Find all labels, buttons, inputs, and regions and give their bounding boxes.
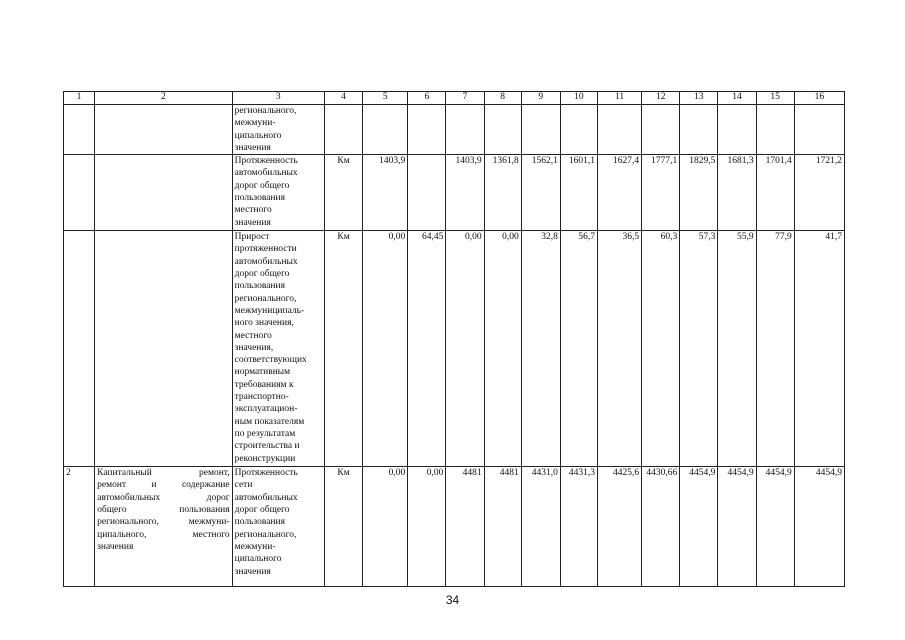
value-cell: 4425,6	[597, 467, 641, 587]
indicator-name-cell	[232, 231, 324, 467]
event-name-cell	[95, 467, 233, 587]
value-cell	[408, 105, 446, 155]
event-name-line: регионального, межмуни-	[97, 517, 230, 528]
event-name-cell	[95, 155, 233, 231]
indicator-name-line: ного значения,	[234, 318, 294, 329]
value-cell: 57,3	[680, 231, 718, 467]
indicator-name-line: местного	[234, 205, 272, 216]
event-name-cell	[95, 231, 233, 467]
indicator-name-line: автомобильных	[234, 492, 298, 503]
indicator-name-line: строительства и	[234, 441, 300, 452]
unit-cell: Км	[324, 467, 362, 587]
indicator-name-line: значения	[234, 566, 271, 577]
value-cell	[408, 155, 446, 231]
column-number-header: 12	[642, 92, 680, 105]
indicator-name-line: ным показателям	[234, 416, 305, 427]
table-row	[64, 467, 845, 587]
column-number-header: 7	[446, 92, 484, 105]
value-cell	[597, 105, 641, 155]
row-number-cell: 2	[64, 467, 95, 587]
value-cell: 0,00	[484, 231, 521, 467]
indicator-name-line: Протяженность	[234, 468, 298, 479]
indicator-name-line: значения	[234, 142, 271, 153]
value-cell: 1403,9	[363, 155, 408, 231]
value-cell: 77,9	[756, 231, 794, 467]
unit-cell: Км	[324, 231, 362, 467]
value-cell	[363, 105, 408, 155]
column-number-header: 11	[597, 92, 641, 105]
indicator-name-line: реконструкции	[234, 453, 296, 464]
indicator-name-cell	[232, 467, 324, 587]
indicator-name-line: дорог общего	[234, 505, 290, 516]
value-cell: 0,00	[446, 231, 484, 467]
value-cell: 4481	[446, 467, 484, 587]
indicator-name-line: пользования	[234, 193, 285, 204]
indicator-name-line: соответствующих	[234, 355, 307, 366]
indicator-name-line: регионального,	[234, 529, 297, 540]
value-cell: 56,7	[560, 231, 597, 467]
table-row	[64, 105, 845, 155]
value-cell: 1403,9	[446, 155, 484, 231]
column-number-header: 9	[521, 92, 560, 105]
value-cell: 1701,4	[756, 155, 794, 231]
value-cell	[560, 105, 597, 155]
data-table	[63, 91, 845, 587]
column-number-header: 5	[363, 92, 408, 105]
indicator-name-line: эксплуатацион-	[234, 404, 298, 415]
event-name-line: значения	[97, 541, 134, 552]
indicator-name-cell	[232, 155, 324, 231]
value-cell: 0,00	[363, 467, 408, 587]
value-cell: 1721,2	[794, 155, 844, 231]
column-number-header: 13	[680, 92, 718, 105]
indicator-name-line: нормативным	[234, 367, 291, 378]
value-cell: 55,9	[718, 231, 756, 467]
value-cell	[642, 105, 680, 155]
indicator-name-line: ципального	[234, 130, 282, 141]
value-cell: 4431,3	[560, 467, 597, 587]
column-number-header: 8	[484, 92, 521, 105]
value-cell: 36,5	[597, 231, 641, 467]
indicator-name-line: дорог общего	[234, 269, 290, 280]
indicator-name-cell	[232, 105, 324, 155]
value-cell: 4430,66	[642, 467, 680, 587]
indicator-name-line: Протяженность	[234, 156, 298, 167]
indicator-name-line: сети	[234, 480, 253, 491]
event-name-line: Капитальный ремонт,	[97, 468, 230, 479]
indicator-name-line: межмуни-	[234, 118, 276, 129]
value-cell: 1562,1	[521, 155, 560, 231]
value-cell	[680, 105, 718, 155]
value-cell	[484, 105, 521, 155]
event-name-line: автомобильных дорог	[97, 492, 230, 503]
value-cell: 0,00	[408, 467, 446, 587]
indicator-name-line: пользования	[234, 281, 285, 292]
value-cell: 4481	[484, 467, 521, 587]
indicator-name-line: значения,	[234, 342, 274, 353]
row-number-cell	[64, 105, 95, 155]
indicator-name-line: регионального,	[234, 293, 297, 304]
value-cell: 1361,8	[484, 155, 521, 231]
value-cell: 60,3	[642, 231, 680, 467]
indicator-name-line: ципального	[234, 554, 282, 565]
value-cell	[446, 105, 484, 155]
indicator-name-line: пользования	[234, 517, 285, 528]
value-cell: 4454,9	[718, 467, 756, 587]
indicator-name-line: автомобильных	[234, 256, 298, 267]
indicator-name-line: межмуни-	[234, 541, 276, 552]
indicator-name-line: дорог общего	[234, 180, 290, 191]
value-cell: 1681,3	[718, 155, 756, 231]
header-row	[64, 92, 845, 105]
indicator-name-line: Прирост	[234, 232, 270, 243]
value-cell: 32,8	[521, 231, 560, 467]
value-cell: 64,45	[408, 231, 446, 467]
indicator-name-line: значения	[234, 217, 271, 228]
indicator-name-line: требованиям к	[234, 379, 294, 390]
column-number-header: 16	[794, 92, 844, 105]
value-cell: 41,7	[794, 231, 844, 467]
event-name-line: ремонт и содержание	[97, 480, 230, 491]
column-number-header: 14	[718, 92, 756, 105]
value-cell	[756, 105, 794, 155]
value-cell: 1627,4	[597, 155, 641, 231]
indicator-name-line: регионального,	[234, 106, 297, 116]
value-cell	[521, 105, 560, 155]
value-cell: 0,00	[363, 231, 408, 467]
value-cell: 4454,9	[794, 467, 844, 587]
indicator-name-line: по результатам	[234, 428, 296, 439]
column-number-header: 3	[232, 92, 324, 105]
value-cell: 1777,1	[642, 155, 680, 231]
table-row	[64, 231, 845, 467]
column-number-header: 1	[64, 92, 95, 105]
column-number-header: 6	[408, 92, 446, 105]
event-name-line: общего пользования	[97, 505, 230, 516]
row-number-cell	[64, 155, 95, 231]
indicator-name-line: протяженности	[234, 244, 297, 255]
event-name-line: ципального, местного	[97, 529, 230, 540]
indicator-name-line: межмуниципаль-	[234, 305, 305, 316]
indicator-name-line: автомобильных	[234, 168, 298, 179]
value-cell: 1601,1	[560, 155, 597, 231]
indicator-name-line: транспортно-	[234, 392, 289, 403]
value-cell	[794, 105, 844, 155]
value-cell: 4431,0	[521, 467, 560, 587]
event-name-cell	[95, 105, 233, 155]
table-row	[64, 155, 845, 231]
column-number-header: 10	[560, 92, 597, 105]
indicator-name-line: местного	[234, 330, 272, 341]
value-cell: 4454,9	[680, 467, 718, 587]
column-number-header: 15	[756, 92, 794, 105]
value-cell: 4454,9	[756, 467, 794, 587]
page-number: 34	[445, 593, 460, 607]
unit-cell	[324, 105, 362, 155]
value-cell	[718, 105, 756, 155]
row-number-cell	[64, 231, 95, 467]
unit-cell: Км	[324, 155, 362, 231]
column-number-header: 2	[95, 92, 233, 105]
value-cell: 1829,5	[680, 155, 718, 231]
column-number-header: 4	[324, 92, 362, 105]
